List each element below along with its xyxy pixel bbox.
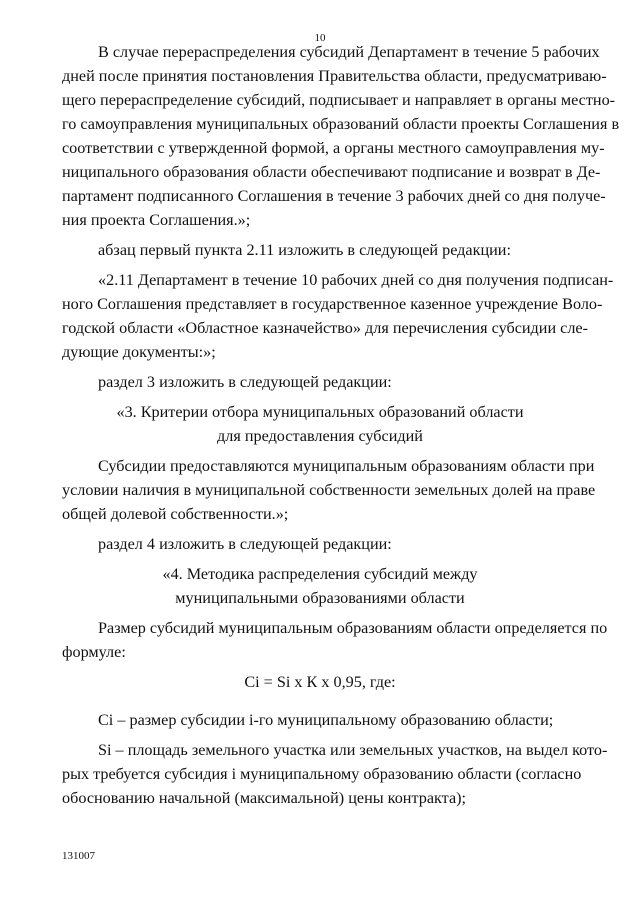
page-number: 10 <box>314 32 326 44</box>
text-line: дней после принятия постановления Правительства области, предусматриваю- <box>62 67 607 85</box>
text-line: годской области «Областное казначейство» для перечисления субсидии сле- <box>62 319 589 337</box>
text-line: щего перераспределение субсидий, подписывает и направляет в органы местно- <box>62 91 616 109</box>
heading-line: «3. Критерии отбора муниципальных образований области <box>116 403 524 421</box>
heading-line: для предоставления субсидий <box>217 427 423 445</box>
heading-line: «4. Методика распределения субсидий между <box>162 565 478 583</box>
text-line: обоснованию начальной (максимальной) цены контракта); <box>62 789 467 807</box>
definition-ci: Ci – размер субсидии i-го муниципальному образованию области; <box>98 711 554 729</box>
paragraph-2-11 <box>62 268 614 364</box>
section-3-heading <box>62 400 578 448</box>
text-line: партамент подписанного Соглашения в течение 3 рабочих дней со дня получе- <box>62 187 606 205</box>
text-line: дующие документы:»; <box>62 343 216 361</box>
definition-si <box>62 738 608 810</box>
text-line: Размер субсидий муниципальным образованиям области определяется по <box>98 619 608 637</box>
document-body <box>62 40 620 810</box>
paragraph-amend-section-4: раздел 4 изложить в следующей редакции: <box>98 535 392 553</box>
paragraph-formula-intro <box>62 616 608 664</box>
paragraph-criteria <box>62 454 596 526</box>
text-line: Субсидии предоставляются муниципальным образованиям области при <box>98 457 595 475</box>
text-line: «2.11 Департамент в течение 10 рабочих дней со дня получения подписан- <box>98 271 614 289</box>
text-line: ниципального образования области обеспечивают подписание и возврат в Де- <box>62 163 601 181</box>
text-line: ного Соглашения представляет в государственное казенное учреждение Воло- <box>62 295 603 313</box>
text-line: формуле: <box>62 643 126 661</box>
text-line: условии наличия в муниципальной собственности земельных долей на праве <box>62 481 596 499</box>
section-4-heading <box>62 562 578 610</box>
text-line: рых требуется субсидия i муниципальному образованию области (согласно <box>62 765 582 783</box>
text-line: соответствии с утвержденной формой, а органы местного самоуправления му- <box>62 139 605 157</box>
formula: Ci = Si х К х 0,95, где: <box>244 673 396 691</box>
text-line: В случае перераспределения субсидий Департамент в течение 5 рабочих <box>98 43 600 61</box>
document-code: 131007 <box>62 850 95 862</box>
paragraph-redistribution <box>62 40 620 232</box>
heading-line: муниципальными образованиями области <box>175 589 465 607</box>
text-line: общей долевой собственности.»; <box>62 505 289 523</box>
paragraph-amend-2-11: абзац первый пункта 2.11 изложить в следующей редакции: <box>98 241 511 259</box>
paragraph-amend-section-3: раздел 3 изложить в следующей редакции: <box>98 373 392 391</box>
text-line: го самоуправления муниципальных образований области проекты Соглашения в <box>62 115 620 133</box>
text-line: Si – площадь земельного участка или земельных участков, на выдел кото- <box>98 741 608 759</box>
text-line: ния проекта Соглашения.»; <box>62 211 251 229</box>
